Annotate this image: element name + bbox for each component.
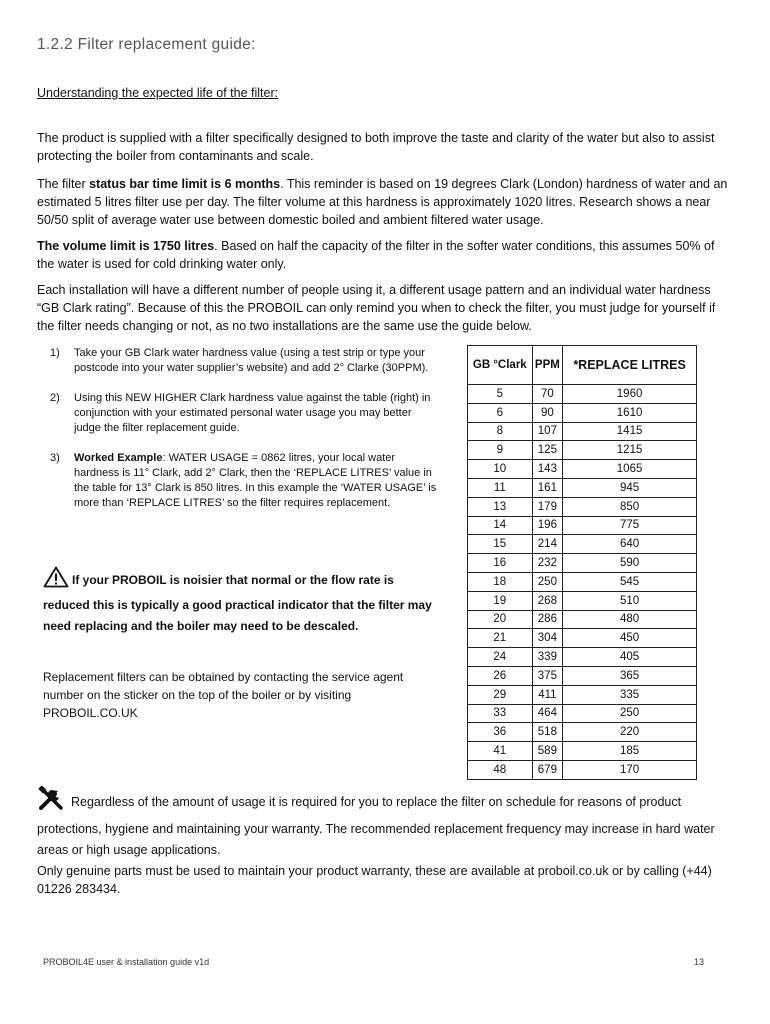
list-item: 3) Worked Example: WATER USAGE = 0862 litres, your local water hardness is 11° Clark, add 2° Clark, then the ‘REPLACE LITRES’ value in the table for 13° Clark is 850 litres. In this example the ‘WATER USAGE’ is more than ‘REPLACE LITRES’ so the filter requires replacement. [50, 452, 437, 509]
cell-clark: 6 [468, 403, 533, 422]
cell-replace-litres: 945 [563, 478, 697, 497]
warning-text: If your PROBOIL is noisier that normal or the flow rate is reduced this is typically a good practical indicator that the filter may need replacing and the boiler may need to be descaled. [43, 573, 432, 633]
cell-clark: 19 [468, 591, 533, 610]
table-row [468, 591, 697, 610]
footer-document-title: PROBOIL4E user & installation guide v1d [43, 957, 210, 967]
table-row [468, 666, 697, 685]
cell-ppm: 518 [532, 723, 563, 742]
steps-list [50, 346, 440, 526]
cell-replace-litres: 365 [563, 666, 697, 685]
table-row [468, 648, 697, 667]
volume-limit-bold: The volume limit is 1750 litres [37, 239, 215, 253]
cell-replace-litres: 1065 [563, 460, 697, 479]
genuine-parts-paragraph: Only genuine parts must be used to maintain your product warranty, these are available at proboil.co.uk or by calling (+44) 01226 283434. [37, 864, 712, 896]
cell-clark: 8 [468, 422, 533, 441]
maintenance-note [37, 786, 737, 861]
cell-replace-litres: 170 [563, 760, 697, 779]
cell-ppm: 375 [532, 666, 563, 685]
table-row [468, 516, 697, 535]
cell-ppm: 179 [532, 497, 563, 516]
time-limit-paragraph: The filter status bar time limit is 6 months. This reminder is based on 19 degrees Clark (London) hardness of water and an estimated 5 litres filter use per day. The filter volume at this hardness is approximately 1020 litres. Research shows a near 50/50 split of average water use between domestic boiled and ambient filtered water usage. [37, 177, 728, 227]
cell-replace-litres: 640 [563, 535, 697, 554]
cell-replace-litres: 1960 [563, 385, 697, 404]
cell-replace-litres: 545 [563, 572, 697, 591]
cell-clark: 9 [468, 441, 533, 460]
cell-ppm: 161 [532, 478, 563, 497]
list-item: 2) Using this NEW HIGHER Clark hardness value against the table (right) in conjunction with your estimated personal water usage you may better judge the filter replacement guide. [50, 392, 431, 434]
section-heading: 1.2.2 Filter replacement guide: [37, 36, 256, 53]
cell-ppm: 70 [532, 385, 563, 404]
table-row [468, 685, 697, 704]
cell-clark: 15 [468, 535, 533, 554]
cell-ppm: 589 [532, 742, 563, 761]
cell-ppm: 196 [532, 516, 563, 535]
cell-clark: 24 [468, 648, 533, 667]
cell-ppm: 679 [532, 760, 563, 779]
table-row [468, 610, 697, 629]
worked-example-label: Worked Example [74, 452, 163, 464]
cell-clark: 33 [468, 704, 533, 723]
hardness-table [467, 345, 697, 780]
table-row [468, 742, 697, 761]
list-item: 1) Take your GB Clark water hardness value (using a test strip or type your postcode into your water supplier’s website) and add 2° Clarke (30PPM). [50, 347, 429, 374]
cell-replace-litres: 1215 [563, 441, 697, 460]
cell-replace-litres: 405 [563, 648, 697, 667]
cell-ppm: 304 [532, 629, 563, 648]
cell-replace-litres: 480 [563, 610, 697, 629]
table-row [468, 554, 697, 573]
volume-limit-paragraph: The volume limit is 1750 litres. Based on half the capacity of the filter in the softer water conditions, this assumes 50% of the water is used for cold drinking water only. [37, 239, 715, 271]
cell-clark: 14 [468, 516, 533, 535]
subheading: Understanding the expected life of the filter: [37, 86, 279, 100]
page-number: 13 [694, 957, 705, 967]
cell-ppm: 268 [532, 591, 563, 610]
cell-ppm: 232 [532, 554, 563, 573]
cell-replace-litres: 450 [563, 629, 697, 648]
table-row [468, 403, 697, 422]
table-body [468, 385, 697, 780]
cell-ppm: 90 [532, 403, 563, 422]
table-row [468, 704, 697, 723]
cell-clark: 48 [468, 760, 533, 779]
cell-replace-litres: 590 [563, 554, 697, 573]
table-row [468, 723, 697, 742]
cell-clark: 20 [468, 610, 533, 629]
intro-paragraph: The product is supplied with a filter specifically designed to both improve the taste and clarity of the water but also to assist protecting the boiler from contaminants and scale. [37, 131, 715, 163]
table-header-row [468, 346, 697, 385]
cell-clark: 5 [468, 385, 533, 404]
cell-replace-litres: 1415 [563, 422, 697, 441]
table-row [468, 441, 697, 460]
cell-clark: 11 [468, 478, 533, 497]
cell-ppm: 339 [532, 648, 563, 667]
cell-clark: 21 [468, 629, 533, 648]
replacement-filters-paragraph: Replacement filters can be obtained by contacting the service agent number on the sticker on the top of the boiler or by visiting PROBOIL.CO.UK [43, 670, 404, 720]
column-header-clark: GB °Clark [468, 346, 533, 385]
cell-clark: 18 [468, 572, 533, 591]
table-row [468, 478, 697, 497]
wrench-screwdriver-icon [37, 786, 67, 819]
cell-clark: 13 [468, 497, 533, 516]
cell-clark: 29 [468, 685, 533, 704]
cell-ppm: 464 [532, 704, 563, 723]
column-header-ppm: PPM [532, 346, 563, 385]
cell-ppm: 125 [532, 441, 563, 460]
cell-ppm: 107 [532, 422, 563, 441]
time-limit-bold: status bar time limit is 6 months [89, 177, 281, 191]
cell-ppm: 286 [532, 610, 563, 629]
cell-clark: 36 [468, 723, 533, 742]
cell-ppm: 411 [532, 685, 563, 704]
warning-triangle-icon [43, 566, 69, 595]
cell-replace-litres: 1610 [563, 403, 697, 422]
warning-note [43, 566, 433, 637]
cell-replace-litres: 185 [563, 742, 697, 761]
table-row [468, 385, 697, 404]
cell-clark: 41 [468, 742, 533, 761]
installation-paragraph: Each installation will have a different number of people using it, a different usage pattern and an individual water hardness “GB Clark rating”. Because of this the PROBOIL can only remind you when to check the filter, you must judge for yourself if the filter needs changing or not, as no two installations are the same use the guide below. [37, 283, 716, 333]
table-row [468, 572, 697, 591]
table-row [468, 497, 697, 516]
table-row [468, 535, 697, 554]
cell-ppm: 214 [532, 535, 563, 554]
column-header-replace-litres: *REPLACE LITRES [563, 346, 697, 385]
cell-replace-litres: 850 [563, 497, 697, 516]
table-row [468, 760, 697, 779]
cell-clark: 10 [468, 460, 533, 479]
table-row [468, 460, 697, 479]
cell-clark: 16 [468, 554, 533, 573]
cell-replace-litres: 510 [563, 591, 697, 610]
cell-ppm: 143 [532, 460, 563, 479]
table-row [468, 629, 697, 648]
cell-clark: 26 [468, 666, 533, 685]
cell-ppm: 250 [532, 572, 563, 591]
table-row [468, 422, 697, 441]
cell-replace-litres: 220 [563, 723, 697, 742]
cell-replace-litres: 775 [563, 516, 697, 535]
cell-replace-litres: 250 [563, 704, 697, 723]
maintenance-text: Regardless of the amount of usage it is required for you to replace the filter on schedule for reasons of product protections, hygiene and maintaining your warranty. The recommended replacement frequency may increase in hard water areas or high usage applications. [37, 795, 715, 857]
cell-replace-litres: 335 [563, 685, 697, 704]
